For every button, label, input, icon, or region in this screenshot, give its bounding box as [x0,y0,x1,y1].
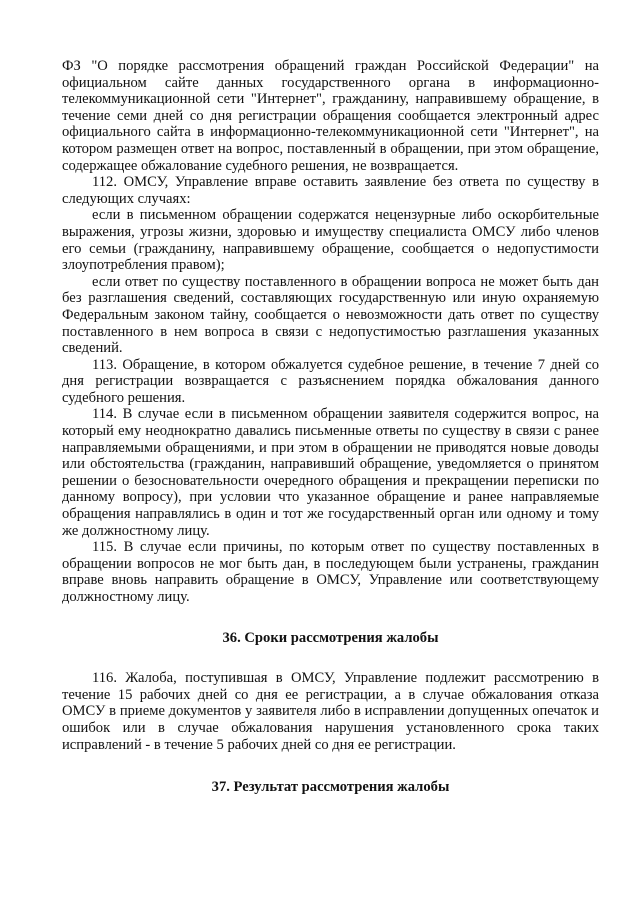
document-page [62,58,599,796]
section-heading-36: 36. Сроки рассмотрения жалобы [222,629,439,646]
paragraph-112-item-b: если ответ по существу поставленного в обращении вопроса не может быть дан без разглашения сведений, составляющих государственную или иную охраняемую Федеральным законом тайну, сообщается о невозможности дать ответ по существу поставленного в нем вопроса в связи с недопустимостью разглашения указанных сведений. [62,273,599,357]
paragraph-112: 112. ОМСУ, Управление вправе оставить заявление без ответа по существу в следующих случаях: [62,174,599,207]
paragraph-112-item-a: если в письменном обращении содержатся нецензурные либо оскорбительные выражения, угрозы жизни, здоровью и имуществу специалиста ОМСУ либо членов его семьи (гражданину, направившему обращение, сообщается о недопустимости злоупотребления правом); [62,207,599,274]
paragraph-114: 114. В случае если в письменном обращении заявителя содержится вопрос, на который ему неоднократно давались письменные ответы по существу в связи с ранее направляемыми обращениями, и при этом в обращении не приводятся новые доводы или обстоятельства (гражданин, направивший обращение, уведомляется о принятом решении о безосновательности очередного обращения и прекращении переписки по данному вопросу), при условии что указанное обращение и ранее направляемые обращения направлялись в один и тот же государственный орган или одному и тому же должностному лицу. [62,406,599,539]
paragraph-115: 115. В случае если причины, по которым ответ по существу поставленных в обращении вопросов не мог быть дан, в последующем были устранены, гражданин вправе вновь направить обращение в ОМСУ, Управление или соответствующему должностному лицу. [62,539,599,605]
section-heading-37: 37. Результат рассмотрения жалобы [211,779,450,796]
paragraph-intro: ФЗ "О порядке рассмотрения обращений граждан Российской Федерации" на официальном сайте данных государственного органа в информационно-телекоммуникационной сети "Интернет", гражданину, направившему обращение, в течение семи дней со дня регистрации обращения сообщается электронный адрес официального сайта в информационно-телекоммуникационной сети "Интернет", на котором размещен ответ на вопрос, поставленный в обращении, при этом обращение, содержащее обжалование судебного решения, не возвращается. [62,58,599,174]
paragraph-113: 113. Обращение, в котором обжалуется судебное решение, в течение 7 дней со дня регистрации возвращается с разъяснением порядка обжалования данного судебного решения. [62,356,599,406]
paragraph-116: 116. Жалоба, поступившая в ОМСУ, Управление подлежит рассмотрению в течение 15 рабочих дней со дня ее регистрации, а в случае обжалования отказа ОМСУ в приеме документов у заявителя либо в исправлении допущенных опечаток и ошибок или в случае обжалования нарушения установленного срока таких исправлений - в течение 5 рабочих дней со дня ее регистрации. [62,670,599,753]
